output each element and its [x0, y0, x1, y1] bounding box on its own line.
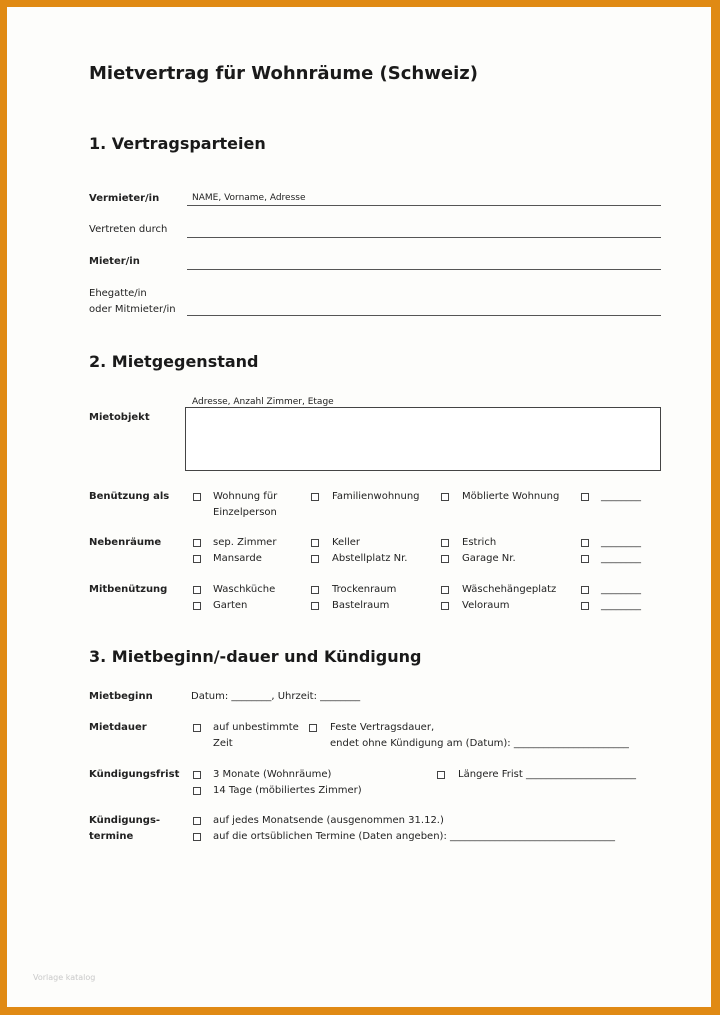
vermieter-hint: NAME, Vorname, Adresse [192, 193, 306, 203]
mit-other-checkbox[interactable] [581, 602, 589, 610]
mit-other-checkbox[interactable] [581, 586, 589, 594]
neben-other-checkbox[interactable] [581, 555, 589, 563]
benuetzung-moebliert-label: Möblierte Wohnung [462, 491, 560, 502]
benuetzung-wohnung-label-1: Wohnung für [213, 491, 278, 502]
mit-other-blank[interactable]: ________ [601, 584, 641, 595]
ehegatte-label-line2: oder Mitmieter/in [89, 304, 176, 315]
mieter-label: Mieter/in [89, 256, 140, 267]
frist-3monate-label: 3 Monate (Wohnräume) [213, 769, 332, 780]
document-page [7, 7, 711, 1007]
unbestimmt-checkbox[interactable] [193, 724, 201, 732]
mietbeginn-field[interactable]: Datum: ________, Uhrzeit: ________ [191, 691, 361, 702]
neben-checkbox[interactable] [441, 555, 449, 563]
unbestimmt-label-1: auf unbestimmte [213, 722, 299, 733]
fest-label-2[interactable]: endet ohne Kündigung am (Datum): _______________________ [330, 738, 629, 749]
benuetzung-moebliert-checkbox[interactable] [441, 493, 449, 501]
neben-other-blank[interactable]: ________ [601, 537, 641, 548]
benuetzung-familie-label: Familienwohnung [332, 491, 420, 502]
section-1-heading: 1. Vertragsparteien [89, 134, 266, 153]
vermieter-field[interactable] [187, 205, 661, 206]
frist-14tage-label: 14 Tage (möbiliertes Zimmer) [213, 785, 362, 796]
mit-option-label: Waschküche [213, 584, 276, 595]
mit-option-label: Veloraum [462, 600, 510, 611]
frist-3monate-checkbox[interactable] [193, 771, 201, 779]
neben-option-label: Abstellplatz Nr. [332, 553, 408, 564]
mit-other-blank[interactable]: ________ [601, 600, 641, 611]
mit-checkbox[interactable] [311, 602, 319, 610]
mit-option-label: Wäschehängeplatz [462, 584, 557, 595]
neben-checkbox[interactable] [193, 555, 201, 563]
section-2-heading: 2. Mietgegenstand [89, 352, 259, 371]
neben-other-blank[interactable]: ________ [601, 553, 641, 564]
benuetzung-wohnung-checkbox[interactable] [193, 493, 201, 501]
vertreten-label: Vertreten durch [89, 224, 168, 235]
neben-option-label: Estrich [462, 537, 497, 548]
mitbenuetzung-label: Mitbenützung [89, 584, 168, 595]
vermieter-label: Vermieter/in [89, 193, 160, 204]
neben-option-label: sep. Zimmer [213, 537, 277, 548]
mit-checkbox[interactable] [311, 586, 319, 594]
termine-ortsueblich-label[interactable]: auf die ortsüblichen Termine (Daten angeben): _________________________________ [213, 831, 615, 842]
neben-other-checkbox[interactable] [581, 539, 589, 547]
benuetzung-wohnung-label-2: Einzelperson [213, 507, 277, 518]
nebenraeume-label: Nebenräume [89, 537, 162, 548]
neben-checkbox[interactable] [311, 555, 319, 563]
fest-label-1: Feste Vertragsdauer, [330, 722, 435, 733]
benuetzung-familie-checkbox[interactable] [311, 493, 319, 501]
kuendigungsfrist-label: Kündigungsfrist [89, 769, 180, 780]
neben-option-label: Mansarde [213, 553, 262, 564]
kuendigungstermine-label-1: Kündigungs- [89, 815, 161, 826]
neben-checkbox[interactable] [441, 539, 449, 547]
document-title: Mietvertrag für Wohnräume (Schweiz) [89, 63, 478, 84]
frist-laenger-checkbox[interactable] [437, 771, 445, 779]
benuetzung-other-blank[interactable]: ________ [601, 491, 641, 502]
termine-monatsende-label: auf jedes Monatsende (ausgenommen 31.12.) [213, 815, 444, 826]
mit-checkbox[interactable] [441, 602, 449, 610]
benuetzung-other-checkbox[interactable] [581, 493, 589, 501]
mit-checkbox[interactable] [193, 586, 201, 594]
fest-checkbox[interactable] [309, 724, 317, 732]
mietbeginn-label: Mietbeginn [89, 691, 153, 702]
kuendigungstermine-label-2: termine [89, 831, 134, 842]
mieter-field[interactable] [187, 269, 661, 270]
mietdauer-label: Mietdauer [89, 722, 147, 733]
mietobjekt-label: Mietobjekt [89, 412, 150, 423]
ehegatte-label-line1: Ehegatte/in [89, 288, 147, 299]
vertreten-field[interactable] [187, 237, 661, 238]
neben-checkbox[interactable] [193, 539, 201, 547]
mit-checkbox[interactable] [441, 586, 449, 594]
termine-monatsende-checkbox[interactable] [193, 817, 201, 825]
mietobjekt-textbox[interactable] [185, 407, 661, 471]
ehegatte-field[interactable] [187, 315, 661, 316]
benuetzung-label: Benützung als [89, 491, 170, 502]
mit-option-label: Garten [213, 600, 248, 611]
termine-ortsueblich-checkbox[interactable] [193, 833, 201, 841]
section-3-heading: 3. Mietbeginn/-dauer und Kündigung [89, 647, 422, 666]
neben-option-label: Keller [332, 537, 361, 548]
frist-laenger-label[interactable]: Längere Frist ______________________ [458, 769, 636, 780]
mietobjekt-hint: Adresse, Anzahl Zimmer, Etage [192, 397, 334, 407]
frist-14tage-checkbox[interactable] [193, 787, 201, 795]
watermark: Vorlage katalog [33, 973, 96, 982]
unbestimmt-label-2: Zeit [213, 738, 233, 749]
mit-checkbox[interactable] [193, 602, 201, 610]
neben-checkbox[interactable] [311, 539, 319, 547]
mit-option-label: Bastelraum [332, 600, 390, 611]
mit-option-label: Trockenraum [332, 584, 397, 595]
neben-option-label: Garage Nr. [462, 553, 516, 564]
